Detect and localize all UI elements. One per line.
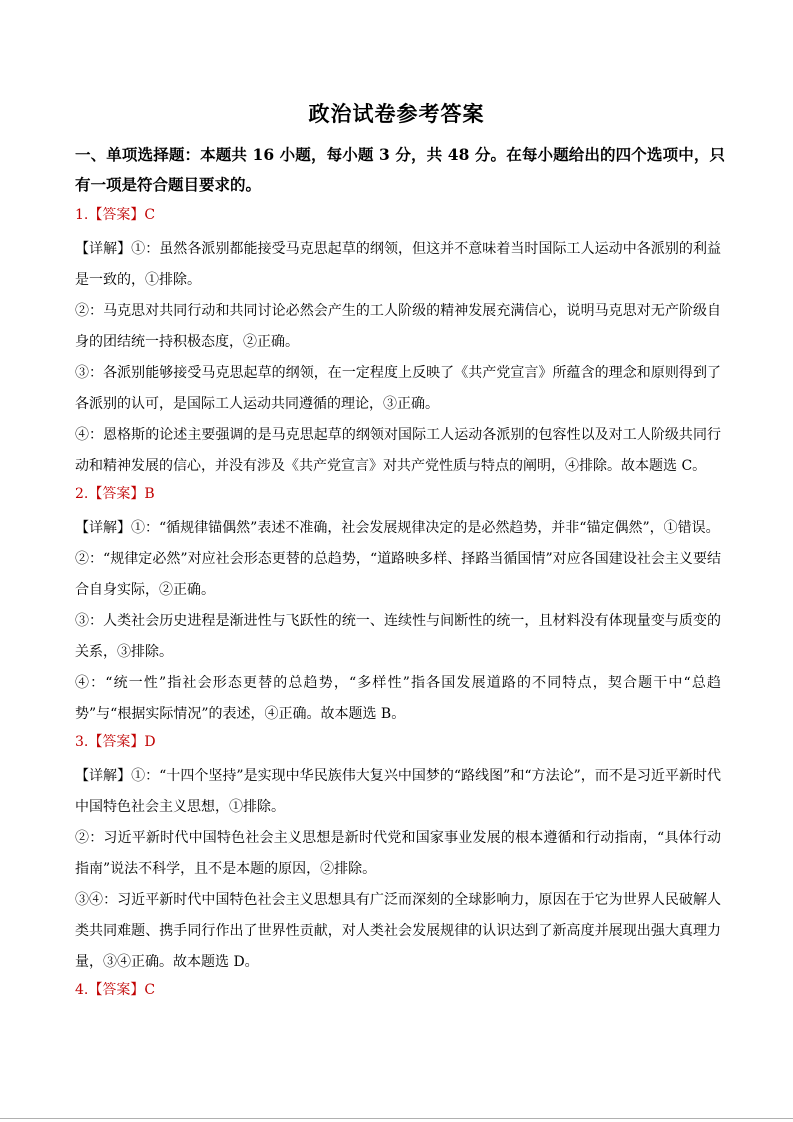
- page-bottom-divider: [0, 1118, 793, 1119]
- q2-explanation-2: ②：“规律定必然”对应社会形态更替的总趋势，“道路映多样、择路当循国情”对应各国建设社会主义要结合自身实际，②正确。: [75, 551, 721, 598]
- answer-label-q2: 2.【答案】B: [75, 486, 155, 502]
- q1-explanation-1: 【详解】①：虽然各派别都能接受马克思起草的纲领，但这并不意味着当时国际工人运动中各派别的利益是一致的，①排除。: [75, 241, 721, 288]
- answers-content: [75, 203, 721, 1009]
- q1-explanation-3: ③：各派别能够接受马克思起草的纲领，在一定程度上反映了《共产党宣言》所蕴含的理念和原则得到了各派别的认可，是国际工人运动共同遵循的理论，③正确。: [75, 365, 721, 412]
- section-heading: 一、单项选择题：本题共 16 小题，每小题 3 分，共 48 分。在每小题给出的四个选项中，只有一项是符合题目要求的。: [75, 145, 725, 194]
- q2-explanation-3: ③：人类社会历史进程是渐进性与飞跃性的统一、连续性与间断性的统一，且材料没有体现量变与质变的关系，③排除。: [75, 613, 721, 660]
- answer-label-q4: 4.【答案】C: [75, 982, 156, 998]
- q3-explanation-3: ③④：习近平新时代中国特色社会主义思想具有广泛而深刻的全球影响力，原因在于它为世界人民破解人类共同难题、携手同行作出了世界性贡献，对人类社会发展规律的认识达到了新高度并展现出强大真理力量，③④正确。故本题选 D。: [75, 892, 721, 970]
- q2-explanation-1: 【详解】①：“循规律锚偶然”表述不准确，社会发展规律决定的是必然趋势，并非“锚定偶然”，①错误。: [75, 520, 720, 536]
- q1-explanation-2: ②：马克思对共同行动和共同讨论必然会产生的工人阶级的精神发展充满信心，说明马克思对无产阶级自身的团结统一持积极态度，②正确。: [75, 303, 721, 350]
- q3-explanation-1: 【详解】①：“十四个坚持”是实现中华民族伟大复兴中国梦的“路线图”和“方法论”，而不是习近平新时代中国特色社会主义思想，①排除。: [75, 768, 721, 815]
- q3-explanation-2: ②：习近平新时代中国特色社会主义思想是新时代党和国家事业发展的根本遵循和行动指南，“具体行动指南”说法不科学，且不是本题的原因，②排除。: [75, 830, 721, 877]
- q1-explanation-4: ④：恩格斯的论述主要强调的是马克思起草的纲领对国际工人运动各派别的包容性以及对工人阶级共同行动和精神发展的信心，并没有涉及《共产党宣言》对共产党性质与特点的阐明，④排除。故本题选 C。: [75, 427, 721, 474]
- q2-explanation-4: ④：“统一性”指社会形态更替的总趋势，“多样性”指各国发展道路的不同特点，契合题干中“总趋势”与“根据实际情况”的表述，④正确。故本题选 B。: [75, 675, 721, 722]
- answer-label-q1: 1.【答案】C: [75, 207, 156, 223]
- answer-label-q3: 3.【答案】D: [75, 734, 156, 750]
- page-title: 政治试卷参考答案: [308, 101, 485, 126]
